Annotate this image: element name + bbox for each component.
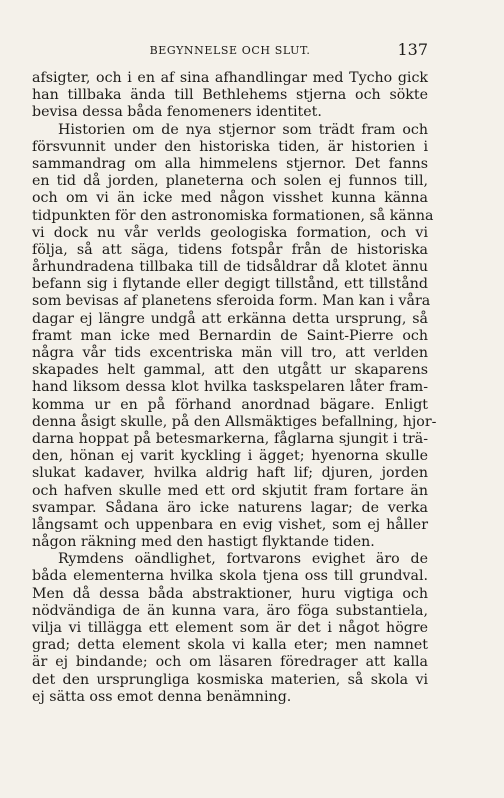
text-line: vilja vi tillägga ett element som är det i något högre <box>32 620 428 636</box>
text-line: grad; detta element skola vi kalla eter; men namnet <box>32 637 428 654</box>
text-line: försvunnit under den historiska tiden, är historien i <box>32 138 428 155</box>
text-line: befann sig i flytande eller degigt tillstånd, ett tillstånd <box>32 276 428 293</box>
text-line: bevisa dessa båda fenomeners identitet. <box>32 104 322 121</box>
text-line: båda elementerna hvilka skola tjena oss till grundval. <box>32 568 428 585</box>
text-line: det den ursprungliga kosmiska materien, så skola vi <box>32 671 428 688</box>
text-line: sammandrag om alla himmelens stjernor. Det fanns <box>32 155 428 172</box>
text-line: Rymdens oändlighet, fortvarons evighet äro de <box>58 551 428 568</box>
text-line: århundradena tillbaka till de tidsåldrar då klotet ännu <box>32 259 428 276</box>
text-line: dagar ej längre undgå att erkänna detta ursprung, så <box>32 310 428 327</box>
page-header <box>32 40 428 60</box>
text-line: och hafven skulle med ett ord skjutit fram fortare än <box>32 482 428 499</box>
text-line: några vår tids excentriska män vill tro, att verlden <box>32 345 428 361</box>
text-line: svampar. Sådana äro icke naturens lagar; de verka <box>32 499 428 516</box>
text-line: som bevisas af planetens sferoida form. Man kan i våra <box>32 293 431 310</box>
body-text <box>32 70 437 706</box>
text-line: Historien om de nya stjernor som trädt fram och <box>58 121 428 138</box>
text-line: nödvändiga de än kunna vara, äro föga substantiela, <box>32 602 428 619</box>
text-line: komma ur en på förhand anordnad bägare. Enligt <box>32 396 428 413</box>
text-line: ej sätta oss emot denna benämning. <box>32 688 292 705</box>
text-line: en tid då jorden, planeterna och solen ej funnos till, <box>32 173 428 190</box>
text-line: den, hönan ej varit kyckling i ägget; hyenorna skulle <box>32 448 428 465</box>
text-line: darna hoppat på betesmarkerna, fåglarna sjungit i trä- <box>32 430 428 447</box>
text-line: skapades helt gammal, att den utgått ur skaparens <box>32 362 428 379</box>
text-line: vi dock nu vår verlds geologiska formation, och vi <box>32 224 428 241</box>
text-line: tidpunkten för den astronomiska formationen, så känna <box>32 207 434 224</box>
text-line: slukat kadaver, hvilka aldrig haft lif; djuren, jorden <box>32 465 428 482</box>
text-line: han tillbaka ända till Bethlehems stjerna och sökte <box>32 87 428 104</box>
text-line: framt man icke med Bernardin de Saint-Pierre och <box>32 327 428 344</box>
running-title: BEGYNNELSE OCH SLUT. <box>149 44 311 57</box>
text-line: långsamt och uppenbara en evig vishet, som ej håller <box>32 516 428 533</box>
text-line: och om vi än icke med någon visshet kunna känna <box>32 190 428 207</box>
text-line: följa, så att säga, tidens fotspår från de historiska <box>32 241 428 258</box>
text-line: någon räkning med den hastigt flyktande tiden. <box>32 534 375 551</box>
page-number: 137 <box>397 40 428 59</box>
text-line: hand liksom dessa klot hvilka taskspelaren låter fram- <box>32 379 428 396</box>
text-line: denna åsigt skulle, på den Allsmäktiges befallning, hjor- <box>32 413 437 430</box>
text-line: Men då dessa båda abstraktioner, huru vigtiga och <box>32 585 428 602</box>
text-line: afsigter, och i en af sina afhandlingar med Tycho gick <box>32 70 428 86</box>
text-line: är ej bindande; och om läsaren föredrager att kalla <box>32 654 428 671</box>
